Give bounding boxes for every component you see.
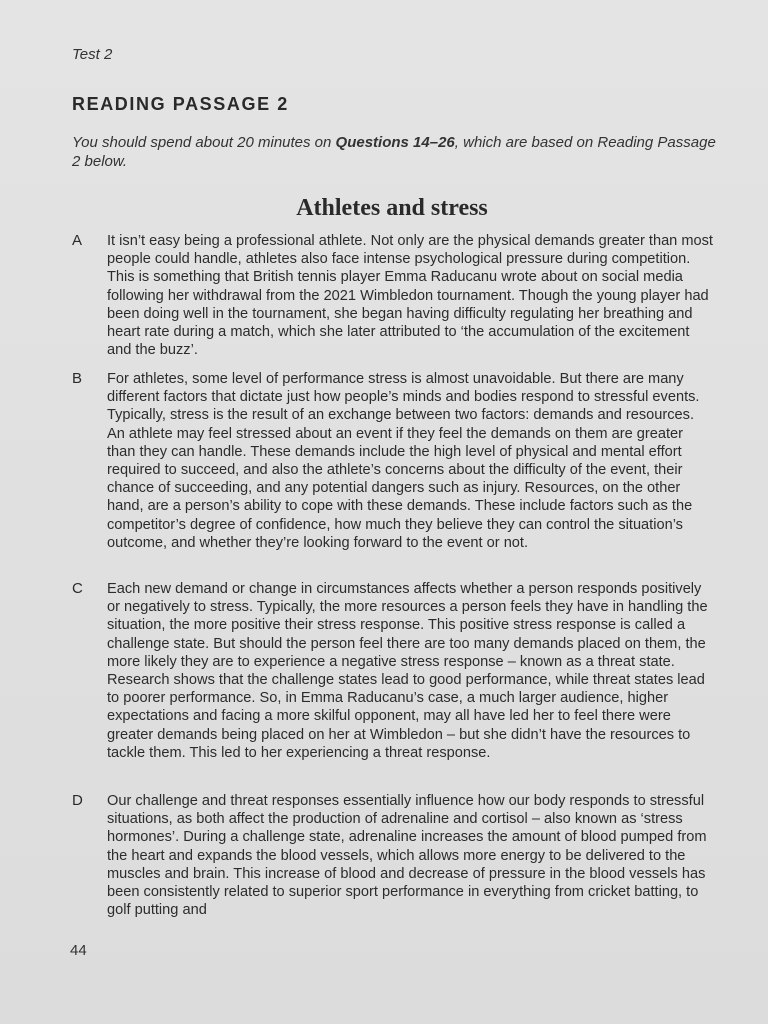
paragraph-letter: B	[72, 370, 83, 387]
page-number: 44	[70, 942, 87, 959]
paragraph-letter: D	[72, 792, 83, 809]
instructions-suffix: , which are based on Reading Passage 2 below.	[72, 134, 716, 170]
paragraph-text: It isn’t easy being a professional athlete. Not only are the physical demands greater than most people could handle, athletes also face intense psychological pressure during competition. This is something that British tennis player Emma Raducanu wrote about on social media following her withdrawal from the 2021 Wimbledon tournament. Though the young player had been doing well in the tournament, she began having difficulty regulating her breathing and heart rate during a match, which she later attributed to ‘the accumulation of the excitement and the buzz’.	[107, 233, 713, 359]
instructions-prefix: You should spend about 20 minutes on	[72, 134, 336, 151]
instructions	[72, 133, 722, 171]
passage-title: Athletes and stress	[296, 195, 488, 221]
paragraph-text: Each new demand or change in circumstances affects whether a person responds positively or negatively to stress. Typically, the more resources a person feels they have in handling the situation, the more positive their stress response. This positive stress response is called a challenge state. But should the person feel there are too many demands placed on them, the more likely they are to experience a negative stress response – known as a threat state. Research shows that the challenge states lead to good performance, while threat states lead to poorer performance. So, in Emma Raducanu’s case, a much larger audience, higher expectations and facing a more skilful opponent, may all have led her to feel there were greater demands being placed on her at Wimbledon – but she didn’t have the resources to tackle them. This led to her experiencing a threat response.	[107, 581, 708, 761]
test-label: Test 2	[72, 46, 113, 63]
instructions-questions: Questions 14–26	[335, 134, 455, 151]
section-heading: READING PASSAGE 2	[72, 94, 289, 114]
paragraph-letter: A	[72, 232, 83, 249]
paragraph-text: For athletes, some level of performance stress is almost unavoidable. But there are many different factors that dictate just how people’s minds and bodies respond to stressful events. Typically, stress is the result of an exchange between two factors: demands and resources. An athlete may feel stressed about an event if they feel the demands on them are greater than they can handle. These demands include the high level of physical and mental effort required to succeed, and also the athlete’s concerns about the difficulty of the event, their chance of succeeding, and any potential dangers such as injury. Resources, on the other hand, are a person’s ability to cope with these demands. These include factors such as the competitor’s degree of confidence, how much they believe they can control the situation’s outcome, and whether they’re looking forward to the event or not.	[107, 371, 700, 551]
paragraph-letter: C	[72, 580, 83, 597]
paragraph-text: Our challenge and threat responses essentially influence how our body responds to stressful situations, as both affect the production of adrenaline and cortisol – also known as ‘stress hormones’. During a challenge state, adrenaline increases the amount of blood pumped from the heart and expands the blood vessels, which allows more energy to be delivered to the muscles and brain. This increase of blood and decrease of pressure in the blood vessels has been consistently related to superior sport performance in everything from cricket batting, to golf putting and	[107, 793, 707, 919]
